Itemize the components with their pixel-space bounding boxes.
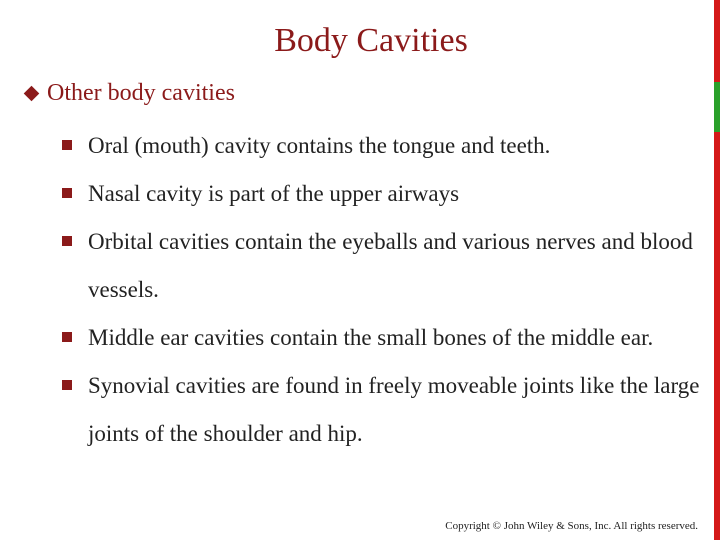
square-bullet-icon xyxy=(62,140,72,150)
edge-bar-red-top xyxy=(714,0,720,82)
bullet-item xyxy=(60,122,700,170)
bullet-item xyxy=(60,218,700,314)
bullet-item xyxy=(60,314,700,362)
edge-bar-red-bottom xyxy=(714,132,720,540)
bullet-item xyxy=(60,362,700,458)
section-heading-text: Other body cavities xyxy=(47,80,235,106)
bullet-text: Oral (mouth) cavity contains the tongue and teeth. xyxy=(88,133,551,158)
square-bullet-icon xyxy=(62,380,72,390)
bullet-text: Orbital cavities contain the eyeballs and various nerves and blood vessels. xyxy=(88,229,693,302)
slide-title-container xyxy=(0,22,720,60)
bullet-item xyxy=(60,170,700,218)
section-heading xyxy=(20,80,235,107)
slide-title: Body Cavities xyxy=(274,22,468,59)
bullet-text: Nasal cavity is part of the upper airways xyxy=(88,181,460,206)
bullet-text: Synovial cavities are found in freely moveable joints like the large joints of the shoulder and hip. xyxy=(88,373,700,446)
edge-bar-green xyxy=(714,82,720,132)
copyright-notice: Copyright © John Wiley & Sons, Inc. All rights reserved. xyxy=(445,520,698,532)
bullet-list xyxy=(60,122,700,458)
square-bullet-icon xyxy=(62,236,72,246)
square-bullet-icon xyxy=(62,188,72,198)
square-bullet-icon xyxy=(62,332,72,342)
bullet-text: Middle ear cavities contain the small bones of the middle ear. xyxy=(88,325,654,350)
diamond-bullet-icon xyxy=(24,86,40,102)
